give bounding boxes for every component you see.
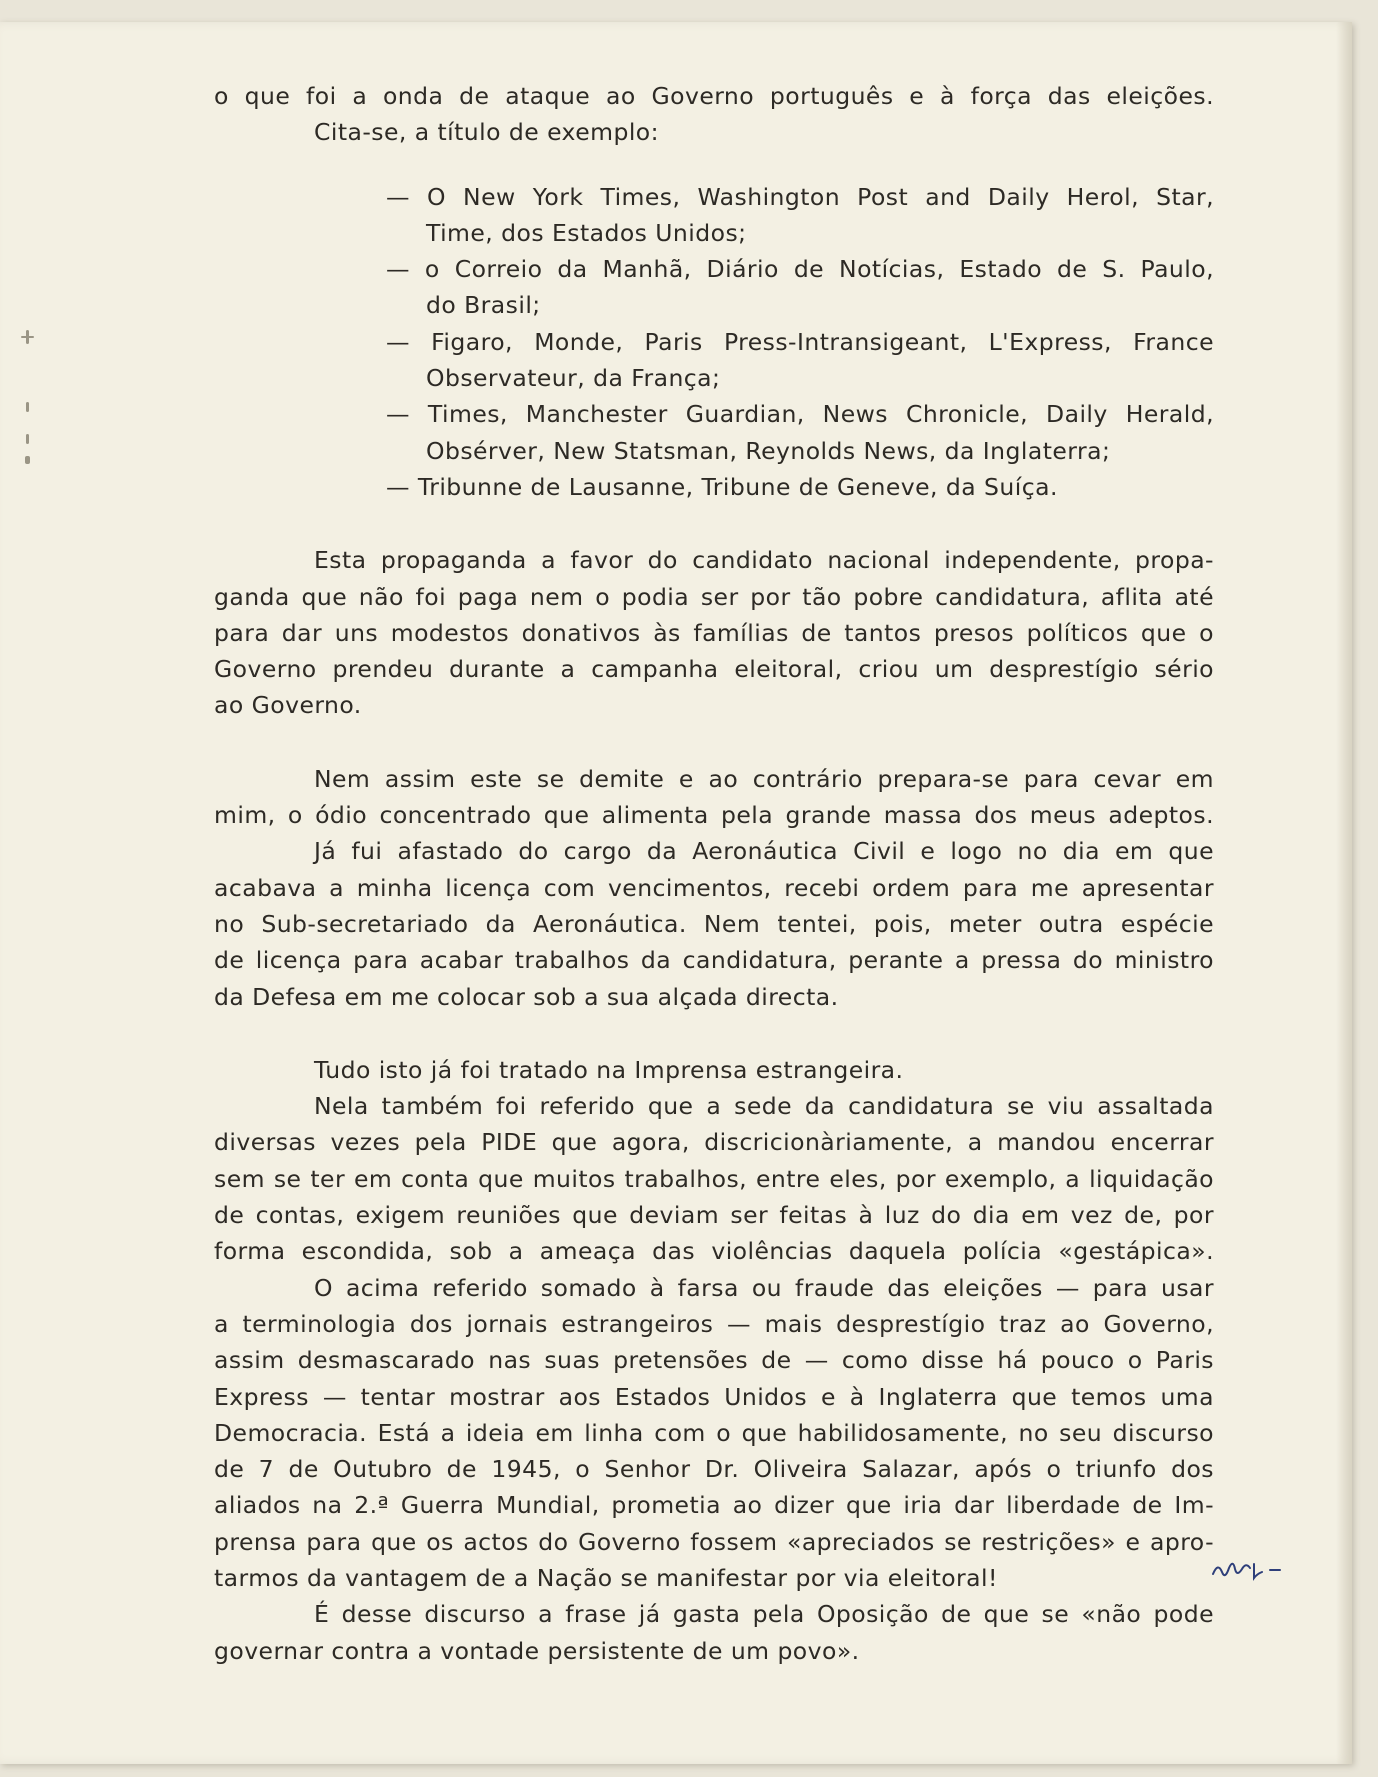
text-line: diversas vezes pela PIDE que agora, discricionàriamente, a mandou encerrar: [214, 1128, 1214, 1157]
text-line: O acima referido somado à farsa ou fraude das eleições — para usar: [314, 1273, 1214, 1302]
text-line: no Sub-secretariado da Aeronáutica. Nem tentei, pois, meter outra espécie: [214, 909, 1214, 938]
text-line: governar contra a vontade persistente de um povo».: [214, 1636, 860, 1665]
text-line: Esta propaganda a favor do candidato nacional independente, propa-: [314, 546, 1214, 575]
text-line: de 7 de Outubro de 1945, o Senhor Dr. Oliveira Salazar, após o triunfo dos: [214, 1455, 1214, 1484]
list-item-continuation: Time, dos Estados Unidos;: [426, 218, 747, 247]
paragraph-propaganda: [214, 542, 1214, 723]
text-line: acabava a minha licença com vencimentos, recebi ordem para me apresentar: [214, 873, 1214, 902]
page-edge-shadow: [1336, 22, 1352, 1764]
text-line: Express — tentar mostrar aos Estados Unidos e à Inglaterra que temos uma: [214, 1382, 1214, 1411]
list-item-continuation: Obsérver, New Statsman, Reynolds News, da Inglaterra;: [426, 436, 1111, 465]
list-item: — Figaro, Monde, Paris Press-Intransigeant, L'Express, France: [386, 327, 1214, 356]
list-item: — o Correio da Manhã, Diário de Notícias, Estado de S. Paulo,: [386, 255, 1214, 284]
text-line: prensa para que os actos do Governo fossem «apreciados se restrições» e apro-: [214, 1527, 1214, 1556]
text-line: a terminologia dos jornais estrangeiros — mais desprestígio traz ao Governo,: [214, 1309, 1214, 1338]
list-item-continuation: Observateur, da França;: [426, 364, 721, 393]
text-line: da Defesa em me colocar sob a sua alçada directa.: [214, 982, 839, 1011]
text-line: tarmos da vantagem de a Nação se manifestar por via eleitoral!: [214, 1563, 998, 1592]
list-item: — Times, Manchester Guardian, News Chronicle, Daily Herald,: [386, 400, 1214, 429]
text-line: assim desmascarado nas suas pretensões de — como disse há pouco o Paris: [214, 1346, 1214, 1375]
binding-marks: [18, 330, 38, 470]
text-line: Tudo isto já foi tratado na Imprensa estrangeira.: [314, 1055, 904, 1084]
text-line: de contas, exigem reuniões que deviam ser feitas à luz do dia em vez de, por: [214, 1201, 1214, 1230]
text-line: Cita-se, a título de exemplo:: [314, 118, 659, 147]
list-item-continuation: do Brasil;: [426, 291, 541, 320]
handwritten-margin-note: [1207, 1554, 1307, 1584]
text-line: Nela também foi referido que a sede da candidatura se viu assaltada: [314, 1092, 1214, 1121]
list-item: — O New York Times, Washington Post and Daily Herol, Star,: [386, 182, 1214, 211]
text-line: Democracia. Está a ideia em linha com o que habilidosamente, no seu discurso: [214, 1418, 1214, 1447]
text-line: para dar uns modestos donativos às famílias de tantos presos políticos que o: [214, 618, 1214, 647]
text-line: ganda que não foi paga nem o podia ser por tão pobre candidatura, aflita até: [214, 582, 1214, 611]
list-item: — Tribunne de Lausanne, Tribune de Geneve, da Suíça.: [386, 472, 1058, 501]
text-line: de licença para acabar trabalhos da candidatura, perante a pressa do ministro: [214, 946, 1214, 975]
text-line: Governo prendeu durante a campanha eleitoral, criou um desprestígio sério: [214, 655, 1214, 684]
text-line: o que foi a onda de ataque ao Governo português e à força das eleições.: [214, 82, 1214, 110]
text-line: Nem assim este se demite e ao contrário prepara-se para cevar em: [314, 764, 1214, 793]
text-line: forma escondida, sob a ameaça das violências daquela polícia «gestápica».: [214, 1237, 1214, 1266]
text-line: aliados na 2.ª Guerra Mundial, prometia ao dizer que iria dar liberdade de Im-: [214, 1491, 1214, 1520]
text-line: mim, o ódio concentrado que alimenta pela grande massa dos meus adeptos.: [214, 801, 1214, 830]
text-line: Já fui afastado do cargo da Aeronáutica Civil e logo no dia em que: [314, 837, 1214, 866]
paragraph-demission: [214, 761, 1214, 1015]
newspaper-list: [386, 179, 1214, 506]
text-line: É desse discurso a frase já gasta pela Oposição de que se «não pode: [314, 1600, 1214, 1629]
handwriting-scribble: [1207, 1554, 1307, 1584]
paragraph-press: [214, 1052, 1214, 1669]
document-body: [214, 78, 1214, 1669]
text-line: ao Governo.: [214, 691, 362, 720]
text-line: sem se ter em conta que muitos trabalhos, entre eles, por exemplo, a liquidação: [214, 1164, 1214, 1193]
